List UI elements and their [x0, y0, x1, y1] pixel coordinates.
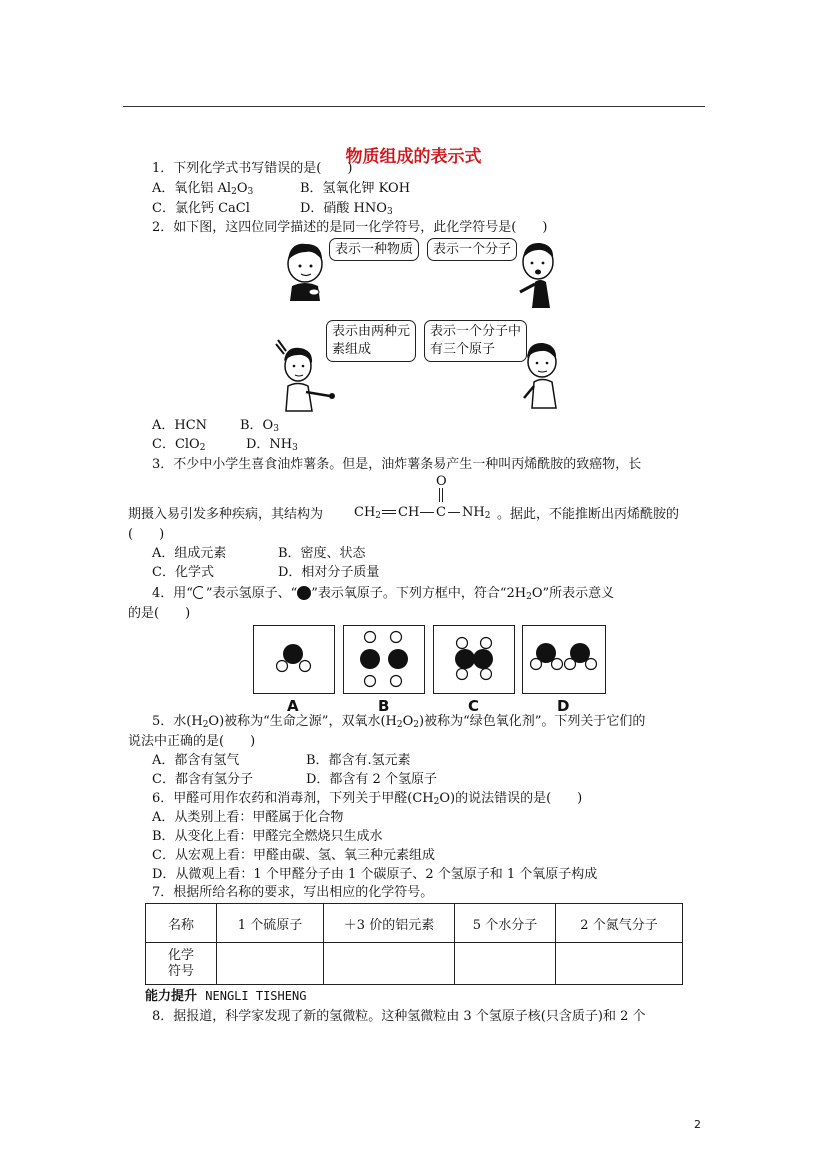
q6-option-b: B．从变化上看：甲醛完全燃烧只生成水 — [152, 829, 383, 844]
q5-line-1: 5．水$(H_2O)$被称为“生命之源”，双氧水$(H_2O_2)$被称为“绿色氧化剂”。下列关于它们的 — [152, 714, 646, 730]
hydrogen-atom-icon — [193, 586, 206, 599]
answer-cell[interactable] — [455, 943, 556, 985]
q3-option-a: A．组成元素 — [152, 546, 227, 561]
q3-option-c: C．化学式 — [152, 565, 214, 580]
q1-option-c: C．氯化钙 CaCl — [152, 201, 250, 216]
answer-cell[interactable] — [324, 943, 455, 985]
q5-option-d: D．都含有 2 个氢原子 — [306, 772, 437, 787]
table-header-cell: 名称 — [146, 904, 217, 943]
q4-label-a: A — [287, 697, 299, 715]
q3-option-d: D．相对分子质量 — [278, 565, 380, 580]
answer-cell[interactable] — [217, 943, 324, 985]
q6-option-c: C．从宏观上看：甲醛由碳、氢、氧三种元素组成 — [152, 848, 435, 863]
q3-line-2a: 期摄入易引发多种疾病，其结构为 — [128, 507, 324, 522]
q2-option-b: B．$O_3$ — [240, 418, 279, 434]
student-figure-1-icon — [288, 244, 322, 301]
q6-option-a: A．从类别上看：甲醛属于化合物 — [152, 810, 344, 825]
student-figure-2-icon — [520, 243, 553, 308]
q4-line-1: 4．用“ ”表示氢原子、“ ”表示氧原子。下列方框中，符合“$2H_2O$”所表示意义 — [152, 586, 615, 602]
q2-option-d: D．$NH_3$ — [246, 437, 298, 453]
q1-stem: 1．下列化学式书写错误的是( ) — [152, 161, 353, 176]
table-header-cell: 2 个氮气分子 — [556, 904, 683, 943]
oxygen-atom-icon — [297, 586, 311, 600]
q5-option-b: B．都含有.氢元素 — [306, 753, 411, 768]
q2-stem: 2．如下图，这四位同学描述的是同一化学符号，此化学符号是( ) — [152, 220, 548, 235]
q5-option-c: C．都含有氢分子 — [152, 772, 253, 787]
q8-line-1: 8．据报道，科学家发现了新的氢微粒。这种氢微粒由 3 个氢原子核(只含质子)和 2 个 — [152, 1009, 646, 1024]
q3-line-1: 3．不少中小学生喜食油炸薯条。但是，油炸薯条易产生一种叫丙烯酰胺的致癌物，长 — [152, 457, 642, 472]
q4-box-a — [253, 625, 335, 694]
q1-option-b: B．氢氧化钾 KOH — [300, 181, 411, 196]
q5-line-2: 说法中正确的是( ) — [128, 734, 256, 749]
speech-bubble-4: 表示一个分子中 有三个原子 — [424, 320, 527, 362]
q3-line-3: ( ) — [128, 527, 165, 542]
speech-bubble-2: 表示一个分子 — [427, 238, 517, 261]
table-header-cell: 5 个水分子 — [455, 904, 556, 943]
speech-bubble-1: 表示一种物质 — [329, 238, 419, 261]
student-figure-4-icon — [524, 343, 556, 408]
q3-option-b: B．密度、状态 — [278, 546, 366, 561]
q7-answer-table — [145, 903, 683, 985]
section-heading: 能力提升 NENGLI TISHENG — [145, 989, 307, 1004]
q1-option-d: D．硝酸 $HNO_3$ — [300, 201, 393, 217]
q4-box-b — [343, 625, 425, 694]
q4-box-c — [433, 625, 515, 694]
q4-label-c: C — [468, 697, 480, 715]
q6-line-1: 6．甲醛可用作农药和消毒剂，下列关于甲醛$(CH_2O)$的说法错误的是( ) — [152, 791, 583, 807]
q4-box-d — [522, 625, 606, 694]
q1-option-a: A．氧化铝 $Al_2O_3$ — [152, 181, 254, 197]
table-row-label: 化学 符号 — [146, 943, 217, 985]
q4-line-2: 的是( ) — [128, 606, 191, 621]
table-header-cell: 1 个硫原子 — [217, 904, 324, 943]
page-number: 2 — [694, 1118, 701, 1131]
q2-option-a: A．HCN — [152, 418, 208, 433]
header-rule — [123, 106, 705, 107]
page-title: 物质组成的表示式 — [345, 147, 482, 167]
q6-option-d: D．从微观上看：1 个甲醛分子由 1 个碳原子、2 个氢原子和 1 个氧原子构成 — [152, 867, 598, 882]
q4-label-d: D — [557, 697, 570, 715]
table-header-cell: ＋3 价的铝元素 — [324, 904, 455, 943]
q7-stem: 7．根据所给名称的要求，写出相应的化学符号。 — [152, 885, 434, 900]
speech-bubble-3: 表示由两种元 素组成 — [326, 320, 416, 362]
q5-option-a: A．都含有氢气 — [152, 753, 240, 768]
q4-label-b: B — [378, 697, 390, 715]
acrylamide-structure: O $CH_2$ CH C $NH_2$ — [354, 474, 491, 521]
q3-line-2b: 。据此，不能推断出丙烯酰胺的 — [497, 507, 680, 522]
answer-cell[interactable] — [556, 943, 683, 985]
q2-option-c: C．ClO$_2$ — [152, 437, 206, 453]
